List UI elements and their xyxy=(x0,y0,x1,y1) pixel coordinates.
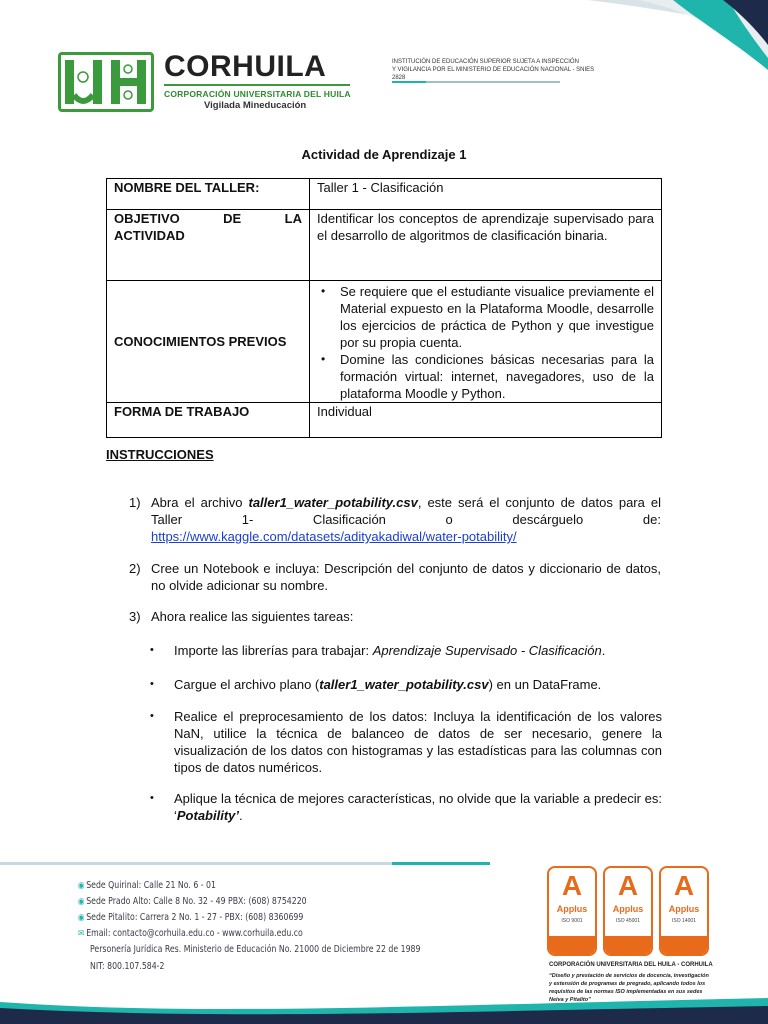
bullet-icon: • xyxy=(150,792,154,804)
footer-swoosh xyxy=(0,994,768,1024)
document-title: Actividad de Aprendizaje 1 xyxy=(301,147,467,162)
mail-icon: ✉ xyxy=(78,929,85,939)
iso-certifications xyxy=(547,866,711,956)
instructions-heading: INSTRUCCIONES xyxy=(106,447,214,462)
cert-scope-text: “Diseño y prestación de servicios de docencia, investigación y extensión de programas de pregrado, aplicando todos los requisitos de las normas ISO implementadas en sus sedes Neiva y Pitalito” xyxy=(549,973,709,1003)
bullet-icon: • xyxy=(150,710,154,722)
address-prado-alto: ◉ Sede Prado Alto: Calle 8 No. 32 - 49 PBX: (608) 8754220 xyxy=(78,896,307,907)
prior-knowledge-value xyxy=(310,281,662,403)
bullet-icon: • xyxy=(321,284,326,298)
objective-label: OBJETIVO DE LA ACTIVIDAD xyxy=(107,210,310,281)
work-mode-label: FORMA DE TRABAJO xyxy=(107,403,310,438)
bullet-icon: • xyxy=(150,678,154,690)
footer-rule xyxy=(0,862,490,865)
institution-note xyxy=(392,58,602,82)
taller-name-label: NOMBRE DEL TALLER: xyxy=(107,179,310,210)
corhuila-logo-emblem xyxy=(58,52,154,112)
institution-line-1: INSTITUCIÓN DE EDUCACIÓN SUPERIOR SUJETA A INSPECCIÓN xyxy=(392,59,579,65)
brand-rule xyxy=(164,84,350,86)
table-row xyxy=(107,403,662,438)
location-pin-icon: ◉ xyxy=(78,913,85,923)
list-item: • Domine las condiciones básicas necesarias para la formación virtual: internet, navegadores, uso de la plataforma Moodle y Python. xyxy=(321,352,654,401)
work-mode-value: Individual xyxy=(310,403,662,438)
bullet-icon: • xyxy=(150,644,154,656)
activity-info-table xyxy=(106,178,662,438)
legal-registration: Personería Jurídica Res. Ministerio de Educación No. 21000 de Diciembre 22 de 1989 xyxy=(90,944,421,955)
cert-badge: A Applus ISO 45001 xyxy=(603,866,653,956)
cert-badge: A Applus ISO 14001 xyxy=(659,866,709,956)
file-name: taller1_water_potability.csv xyxy=(248,495,418,510)
location-pin-icon: ◉ xyxy=(78,881,85,891)
brand-vigilada: Vigilada Mineducación xyxy=(204,100,307,111)
table-row xyxy=(107,179,662,210)
kaggle-dataset-link[interactable]: https://www.kaggle.com/datasets/adityakadiwal/water-potability/ xyxy=(151,529,517,544)
prior-knowledge-list xyxy=(317,281,654,402)
address-pitalito: ◉ Sede Pitalito: Carrera 2 No. 1 - 27 - PBX: (608) 8360699 xyxy=(78,912,304,923)
cert-badge: A Applus ISO 9001 xyxy=(547,866,597,956)
instruction-step-1: 1) Abra el archivo taller1_water_potability.csv, este será el conjunto de datos para el Taller 1- Clasificación o descárguelo de: https://www.kaggle.com/datasets/adityakadiwal/water-potability/ xyxy=(129,495,661,544)
list-item: • Se requiere que el estudiante visualice previamente el Material expuesto en la Plataforma Moodle, desarrolle los ejercicios de práctica de Python y que investigue por su propia cuenta. xyxy=(321,284,654,350)
brand-subtitle: CORPORACIÓN UNIVERSITARIA DEL HUILA xyxy=(164,89,351,99)
contact-email: ✉ Email: contacto@corhuila.edu.co - www.corhuila.edu.co xyxy=(78,928,303,939)
institution-line-2: Y VIGILANCIA POR EL MINISTERIO DE EDUCACIÓN NACIONAL - SNIES 2828 xyxy=(392,67,595,81)
task-item: • Aplique la técnica de mejores características, no olvide que la variable a predecir es: ‘Potability’. xyxy=(150,791,662,823)
prior-knowledge-label: CONOCIMIENTOS PREVIOS xyxy=(107,281,310,403)
institution-rule xyxy=(392,81,560,83)
instruction-step-3: 3) Ahora realice las siguientes tareas: xyxy=(129,609,354,624)
bullet-icon: • xyxy=(321,352,326,366)
task-item: • Realice el preprocesamiento de los datos: Incluya la identificación de los valores NaN, utilice la técnica de balanceo de datos de ser necesario, genere la visualización de los datos con histogramas y las estadísticas para las columnas con tipos de datos numéricos. xyxy=(150,709,662,775)
table-row xyxy=(107,281,662,403)
location-pin-icon: ◉ xyxy=(78,897,85,907)
cert-org-title: CORPORACIÓN UNIVERSITARIA DEL HUILA - CORHUILA xyxy=(549,962,713,968)
task-item: • Cargue el archivo plano (taller1_water_potability.csv) en un DataFrame. xyxy=(150,677,602,692)
objective-value: Identificar los conceptos de aprendizaje supervisado para el desarrollo de algoritmos de clasificación binaria. xyxy=(310,210,662,281)
nit-number: NIT: 800.107.584-2 xyxy=(90,961,165,972)
address-quirinal: ◉ Sede Quirinal: Calle 21 No. 6 - 01 xyxy=(78,880,216,891)
taller-name-value: Taller 1 - Clasificación xyxy=(310,179,662,210)
table-row xyxy=(107,210,662,281)
instruction-step-2: 2) Cree un Notebook e incluya: Descripción del conjunto de datos y diccionario de datos, no olvide adicionar su nombre. xyxy=(129,561,661,593)
brand-name: CORHUILA xyxy=(164,50,327,83)
task-item: • Importe las librerías para trabajar: Aprendizaje Supervisado - Clasificación. xyxy=(150,643,606,658)
